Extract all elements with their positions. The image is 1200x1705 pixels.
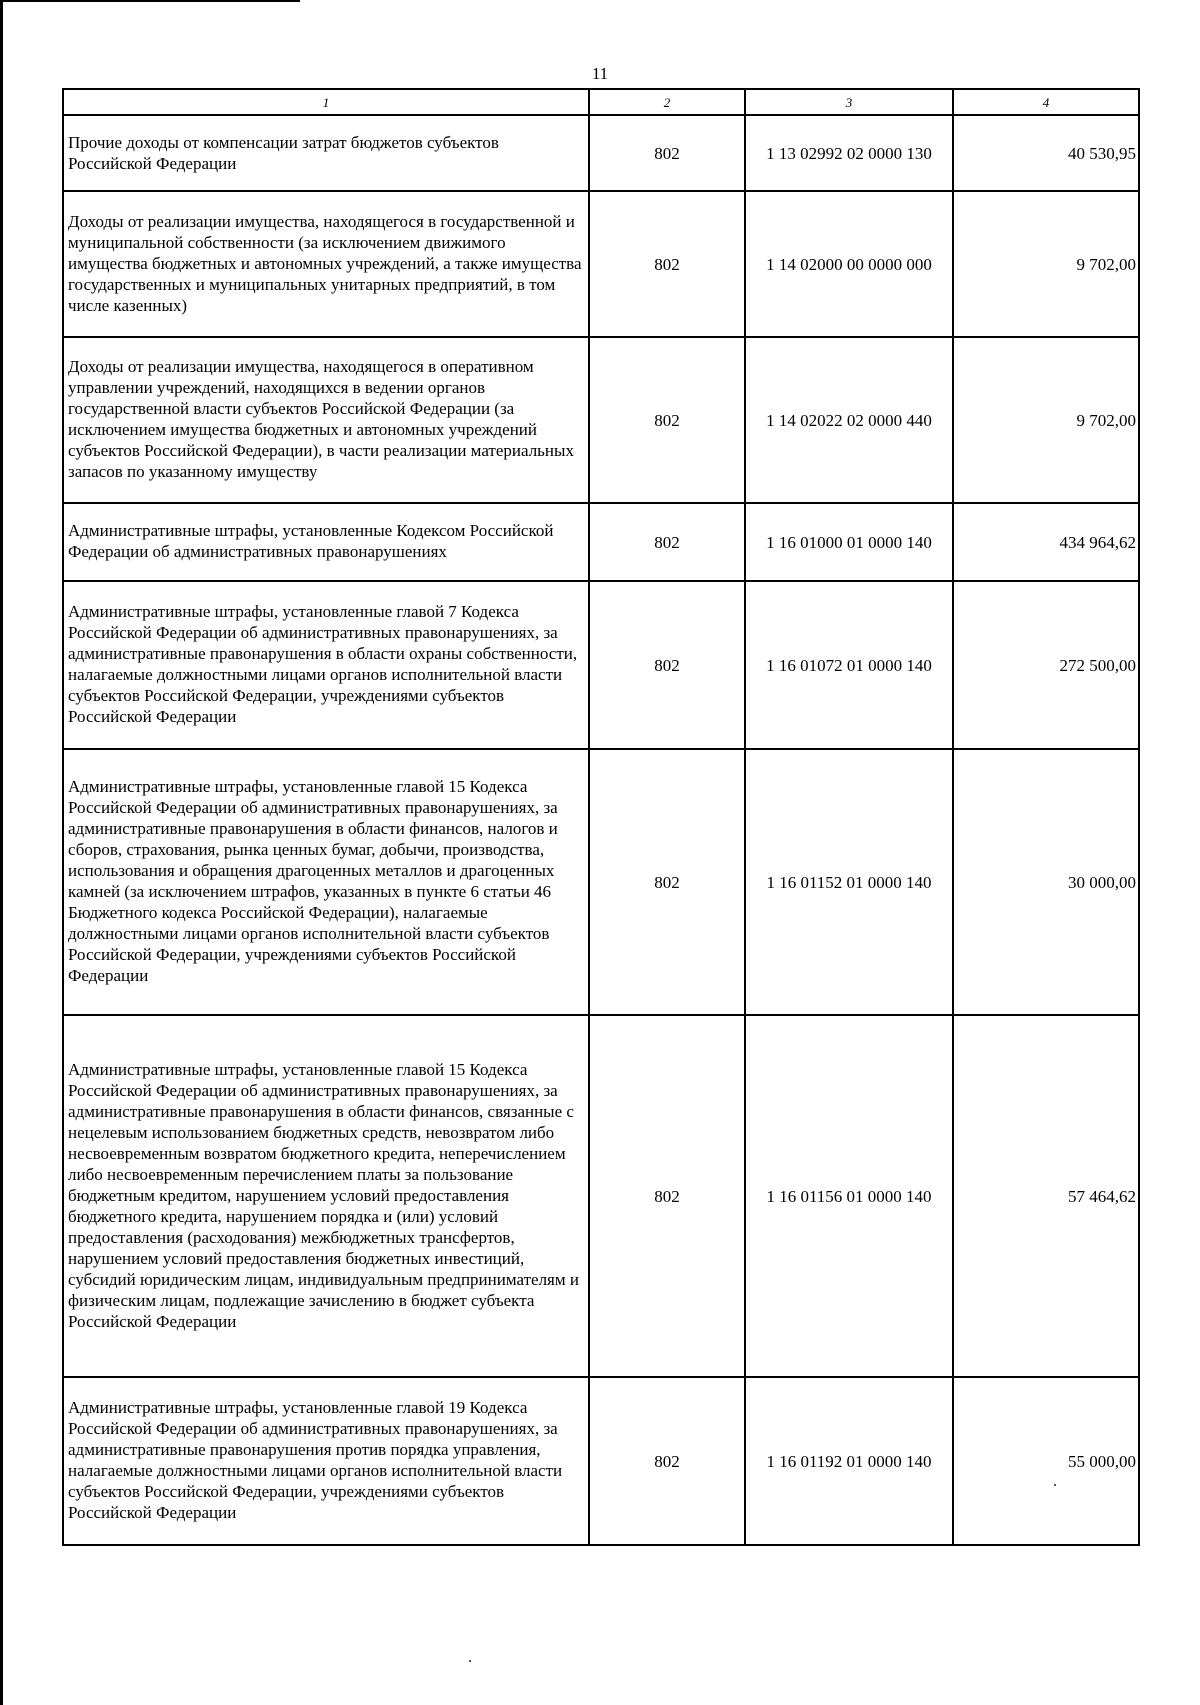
row-admin-code: 802 — [589, 749, 745, 1015]
scan-edge-top — [0, 0, 300, 2]
row-admin-code: 802 — [589, 581, 745, 749]
row-description: Административные штрафы, установленные главой 7 Кодекса Российской Федерации об административных правонарушениях, за административные правонарушения в области охраны собственности, налагаемые должностными лицами органов исполнительной власти субъектов Российской Федерации, учреждениями субъектов Российской Федерации — [63, 581, 589, 749]
row-kbk-code: 1 16 01072 01 0000 140 — [745, 581, 953, 749]
row-amount: 9 702,00 — [953, 337, 1139, 503]
row-description: Административные штрафы, установленные главой 15 Кодекса Российской Федерации об административных правонарушениях, за административные правонарушения в области финансов, связанные с нецелевым использованием бюджетных средств, невозвратом либо несвоевременным возвратом бюджетного кредита, неперечислением либо несвоевременным перечислением платы за пользование бюджетным кредитом, нарушением условий предоставления бюджетного кредита, нарушением порядка и (или) условий предоставления (расходования) межбюджетных трансфертов, нарушением условий предоставления бюджетных инвестиций, субсидий юридическим лицам, индивидуальным предпринимателям и физическим лицам, подлежащие зачислению в бюджет субъекта Российской Федерации — [63, 1015, 589, 1377]
row-amount: 55 000,00 — [953, 1377, 1139, 1545]
scan-speck — [469, 1660, 471, 1662]
row-admin-code: 802 — [589, 191, 745, 337]
column-header-2: 2 — [589, 89, 745, 115]
table-row — [63, 115, 1139, 191]
row-amount: 434 964,62 — [953, 503, 1139, 581]
row-description: Прочие доходы от компенсации затрат бюджетов субъектов Российской Федерации — [63, 115, 589, 191]
row-amount: 30 000,00 — [953, 749, 1139, 1015]
row-admin-code: 802 — [589, 503, 745, 581]
scan-edge-left — [0, 0, 3, 1705]
row-admin-code: 802 — [589, 1377, 745, 1545]
row-amount: 40 530,95 — [953, 115, 1139, 191]
row-admin-code: 802 — [589, 337, 745, 503]
table-row — [63, 337, 1139, 503]
row-amount: 9 702,00 — [953, 191, 1139, 337]
column-header-4: 4 — [953, 89, 1139, 115]
row-kbk-code: 1 16 01152 01 0000 140 — [745, 749, 953, 1015]
row-admin-code: 802 — [589, 115, 745, 191]
row-kbk-code: 1 16 01000 01 0000 140 — [745, 503, 953, 581]
table-row — [63, 1377, 1139, 1545]
row-description: Административные штрафы, установленные главой 19 Кодекса Российской Федерации об административных правонарушениях, за административные правонарушения против порядка управления, налагаемые должностными лицами органов исполнительной власти субъектов Российской Федерации, учреждениями субъектов Российской Федерации — [63, 1377, 589, 1545]
row-description: Административные штрафы, установленные Кодексом Российской Федерации об административных правонарушениях — [63, 503, 589, 581]
row-kbk-code: 1 14 02022 02 0000 440 — [745, 337, 953, 503]
row-description: Доходы от реализации имущества, находящегося в государственной и муниципальной собственности (за исключением движимого имущества бюджетных и автономных учреждений, а также имущества государственных и муниципальных унитарных предприятий, в том числе казенных) — [63, 191, 589, 337]
row-kbk-code: 1 16 01156 01 0000 140 — [745, 1015, 953, 1377]
table-row — [63, 1015, 1139, 1377]
column-header-1: 1 — [63, 89, 589, 115]
row-description: Доходы от реализации имущества, находящегося в оперативном управлении учреждений, находящихся в ведении органов государственной власти субъектов Российской Федерации (за исключением имущества бюджетных и автономных учреждений субъектов Российской Федерации), в части реализации материальных запасов по указанному имуществу — [63, 337, 589, 503]
scan-speck — [1054, 1484, 1056, 1486]
row-kbk-code: 1 13 02992 02 0000 130 — [745, 115, 953, 191]
row-kbk-code: 1 16 01192 01 0000 140 — [745, 1377, 953, 1545]
row-amount: 272 500,00 — [953, 581, 1139, 749]
header-row — [63, 89, 1139, 115]
table-row — [63, 749, 1139, 1015]
page-number: 11 — [591, 64, 609, 83]
table-row — [63, 503, 1139, 581]
table-row — [63, 191, 1139, 337]
row-kbk-code: 1 14 02000 00 0000 000 — [745, 191, 953, 337]
column-header-3: 3 — [745, 89, 953, 115]
revenue-table — [62, 88, 1140, 1546]
row-description: Административные штрафы, установленные главой 15 Кодекса Российской Федерации об административных правонарушениях, за административные правонарушения в области финансов, налогов и сборов, страхования, рынка ценных бумаг, добычи, производства, использования и обращения драгоценных металлов и драгоценных камней (за исключением штрафов, указанных в пункте 6 статьи 46 Бюджетного кодекса Российской Федерации), налагаемые должностными лицами органов исполнительной власти субъектов Российской Федерации, учреждениями субъектов Российской Федерации — [63, 749, 589, 1015]
row-amount: 57 464,62 — [953, 1015, 1139, 1377]
row-admin-code: 802 — [589, 1015, 745, 1377]
table-row — [63, 581, 1139, 749]
